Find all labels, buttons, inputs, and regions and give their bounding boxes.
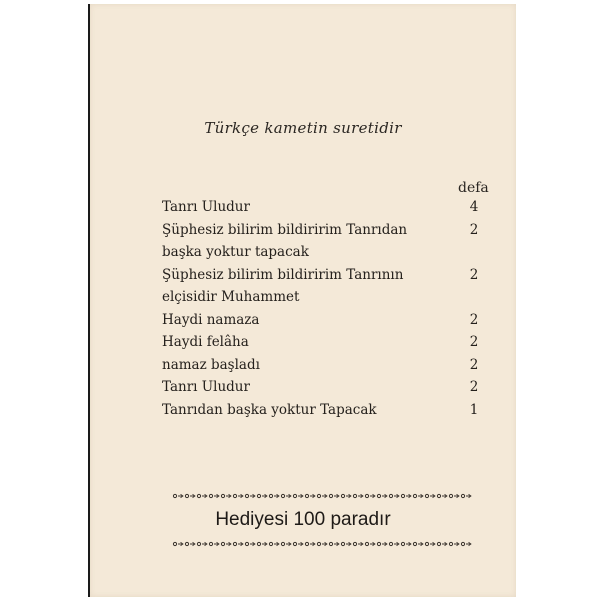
verse-line — [162, 199, 486, 222]
ornament-border-icon — [172, 492, 472, 500]
price-text: Hediyesi 100 paradır — [215, 509, 391, 530]
verse-text: Tanrıdan başka yoktur Tapacak — [162, 401, 377, 418]
printed-card — [88, 4, 516, 597]
verse-count: 2 — [469, 311, 479, 328]
verse-text: Haydi namaza — [162, 311, 260, 328]
ornamental-divider-top — [172, 492, 472, 500]
verse-line — [162, 357, 486, 380]
count-column-header: defa — [458, 180, 489, 196]
verse-text: Şüphesiz bilirim bildiririm Tanrının — [162, 266, 404, 283]
verse-line — [162, 379, 486, 402]
verse-text: namaz başladı — [162, 356, 260, 373]
verse-count: 2 — [469, 334, 479, 350]
card-title: Türkçe kametin suretidir — [204, 119, 402, 137]
ornamental-divider-bottom — [172, 540, 472, 548]
verse-text: Tanrı Uludur — [162, 379, 250, 395]
verse-count: 2 — [469, 356, 479, 373]
verse-line — [162, 267, 486, 290]
verse-text: Tanrı Uludur — [162, 199, 250, 215]
verse-line — [162, 289, 486, 312]
ornament-border-icon — [172, 540, 472, 548]
verse-text: Haydi felâha — [162, 334, 249, 350]
verse-count: 2 — [469, 266, 479, 283]
verse-count: 4 — [469, 199, 479, 215]
verse-text: başka yoktur tapacak — [162, 244, 309, 260]
verse-line — [162, 402, 486, 425]
verse-line — [162, 312, 486, 335]
verse-count: 1 — [469, 401, 479, 418]
verse-line — [162, 222, 486, 245]
verse-list — [162, 199, 486, 424]
verse-line — [162, 334, 486, 357]
verse-text: Şüphesiz bilirim bildiririm Tanrıdan — [162, 221, 408, 238]
verse-text: elçisidir Muhammet — [162, 289, 300, 305]
verse-line — [162, 244, 486, 267]
verse-count: 2 — [469, 221, 479, 238]
verse-count: 2 — [469, 379, 479, 395]
